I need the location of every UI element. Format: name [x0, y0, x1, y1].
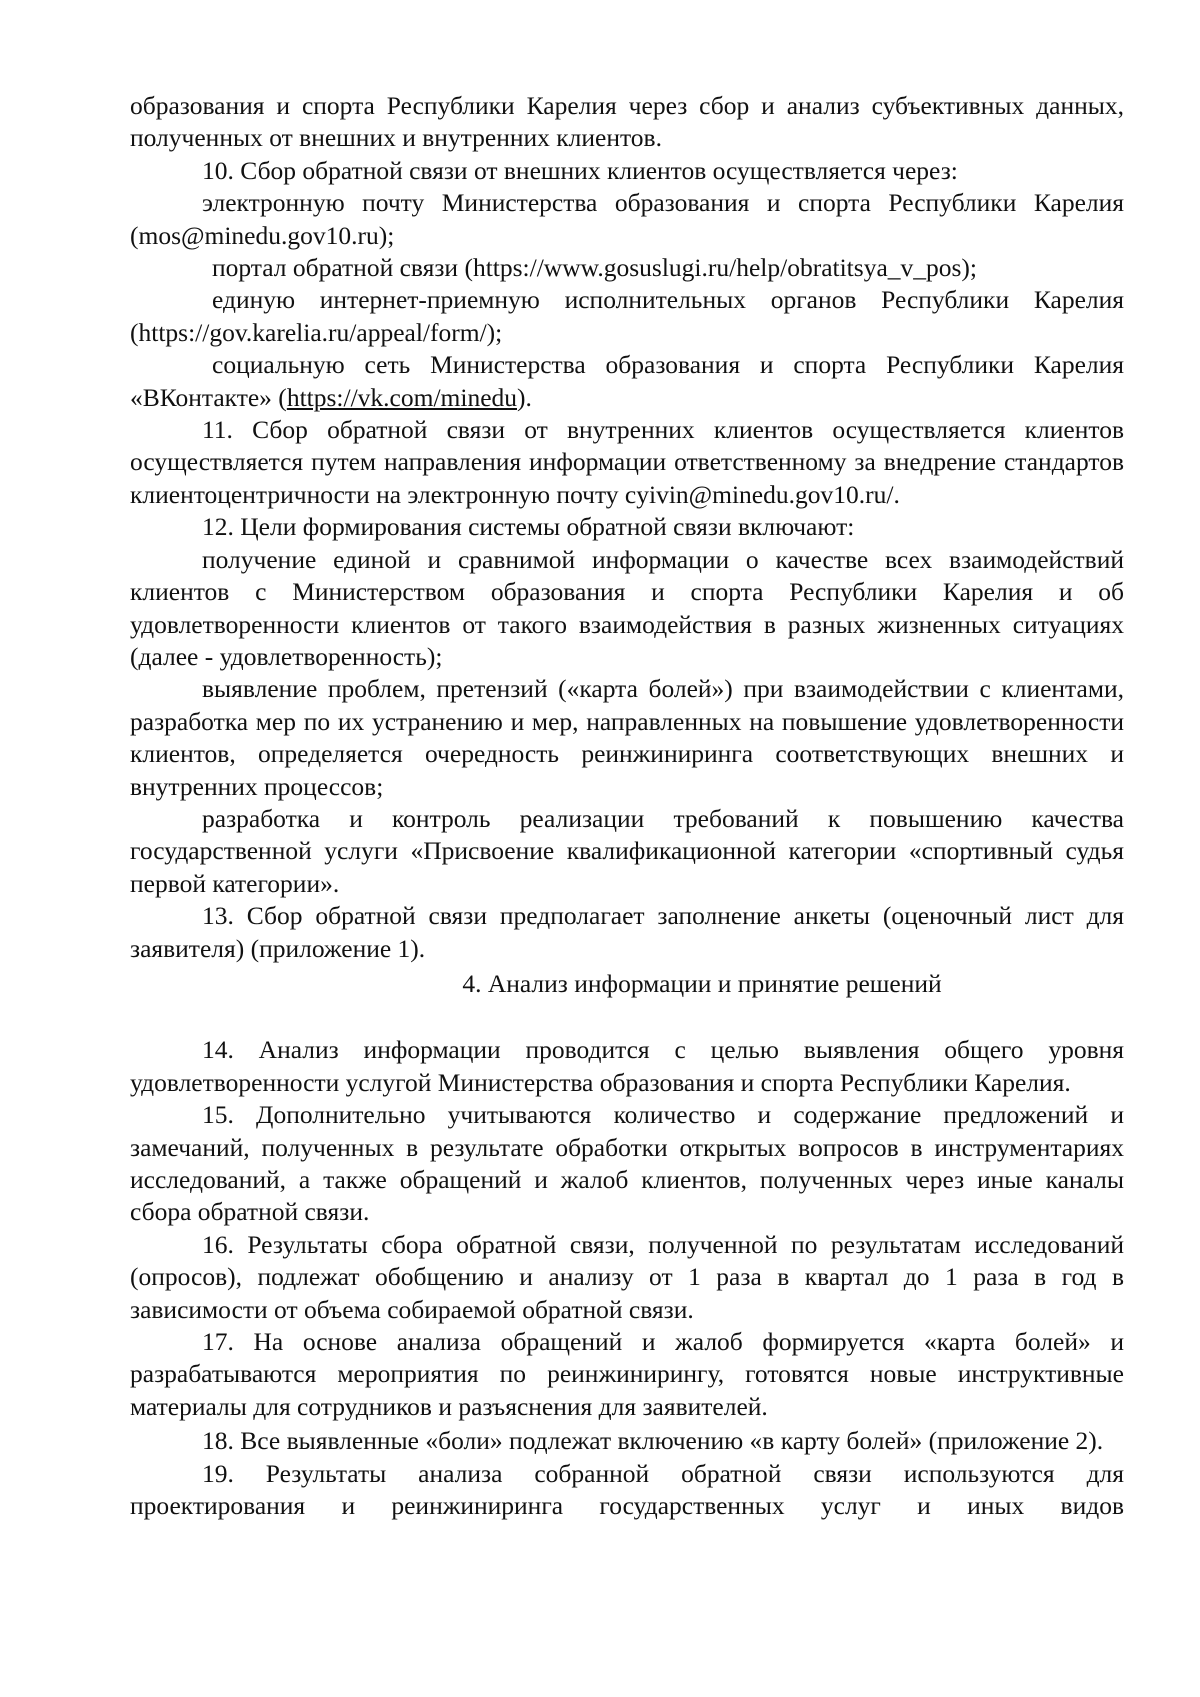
paragraph-15: 15. Дополнительно учитываются количество и содержание предложений и замечаний, полученных в результате обработки открытых вопросов в инструментариях исследований, а также обращений и жалоб клиентов, полученных через иные каналы сбора обратной связи. — [130, 1100, 1124, 1227]
paragraph-12: 12. Цели формирования системы обратной связи включают: — [202, 512, 855, 542]
paragraph-13: 13. Сбор обратной связи предполагает заполнение анкеты (оценочный лист для заявителя) (приложение 1). — [130, 901, 1124, 963]
vk-link[interactable]: https://vk.com/minedu — [286, 382, 518, 412]
paragraph-11: 11. Сбор обратной связи от внутренних клиентов осуществляется клиентов осуществляется путем направления информации ответственному за внедрение стандартов клиентоцентричности на электронную почту cyivin@minedu.gov10.ru/. — [130, 415, 1124, 509]
paragraph-14: 14. Анализ информации проводится с целью выявления общего уровня удовлетворенности услугой Министерства образования и спорта Республики Карелия. — [130, 1035, 1124, 1097]
paragraph-intro: образования и спорта Республики Карелия через сбор и анализ субъективных данных, полученных от внешних и внутренних клиентов. — [130, 91, 1124, 153]
paragraph-12-goal-problems: выявление проблем, претензий («карта болей») при взаимодействии с клиентами, разработка мер по их устранению и мер, направленных на повышение удовлетворенности клиентов, определяется очередность реинжиниринга соответствующих внешних и внутренних процессов; — [130, 674, 1124, 801]
paragraph-10-reception: единую интернет-приемную исполнительных органов Республики Карелия (https://gov.karelia.ru/appeal/form/); — [130, 285, 1124, 347]
paragraph-16: 16. Результаты сбора обратной связи, полученной по результатам исследований (опросов), подлежат обобщению и анализу от 1 раза в квартал до 1 раза в год в зависимости от объема собираемой обратной связи. — [130, 1229, 1124, 1324]
paragraph-19: 19. Результаты анализа собранной обратной связи используются для проектирования и реинжиниринга государственных услуг и иных видов — [130, 1458, 1124, 1521]
social-text-end: ). — [517, 382, 532, 412]
paragraph-12-goal-quality: разработка и контроль реализации требований к повышению качества государственной услуги «Присвоение квалификационной категории «спортивный судья первой категории». — [130, 803, 1124, 898]
spacer — [130, 1000, 1124, 1034]
paragraph-10-email: электронную почту Министерства образования и спорта Республики Карелия (mos@minedu.gov10.ru); — [130, 188, 1124, 250]
paragraph-10-social — [130, 349, 1124, 414]
social-text: социальную сеть Министерства образования и спорта Республики Карелия «ВКонтакте» ( — [130, 350, 1124, 412]
paragraph-17: 17. На основе анализа обращений и жалоб формируется «карта болей» и разрабатываются мероприятия по реинжинирингу, готовятся новые инструктивные материалы для сотрудников и разъяснения для заявителей. — [130, 1327, 1124, 1421]
paragraph-10-portal: портал обратной связи (https://www.gosuslugi.ru/help/obratitsya_v_pos); — [212, 253, 978, 283]
paragraph-18: 18. Все выявленные «боли» подлежат включению «в карту болей» (приложение 2). — [202, 1426, 1104, 1456]
paragraph-12-goal-info: получение единой и сравнимой информации о качестве всех взаимодействий клиентов с Министерством образования и спорта Республики Карелия и об удовлетворенности клиентов от такого взаимодействия в разных жизненных ситуациях (далее - удовлетворенность); — [130, 544, 1124, 671]
paragraph-10: 10. Сбор обратной связи от внешних клиентов осуществляется через: — [202, 155, 958, 185]
section-heading-4: 4. Анализ информации и принятие решений — [462, 968, 942, 998]
